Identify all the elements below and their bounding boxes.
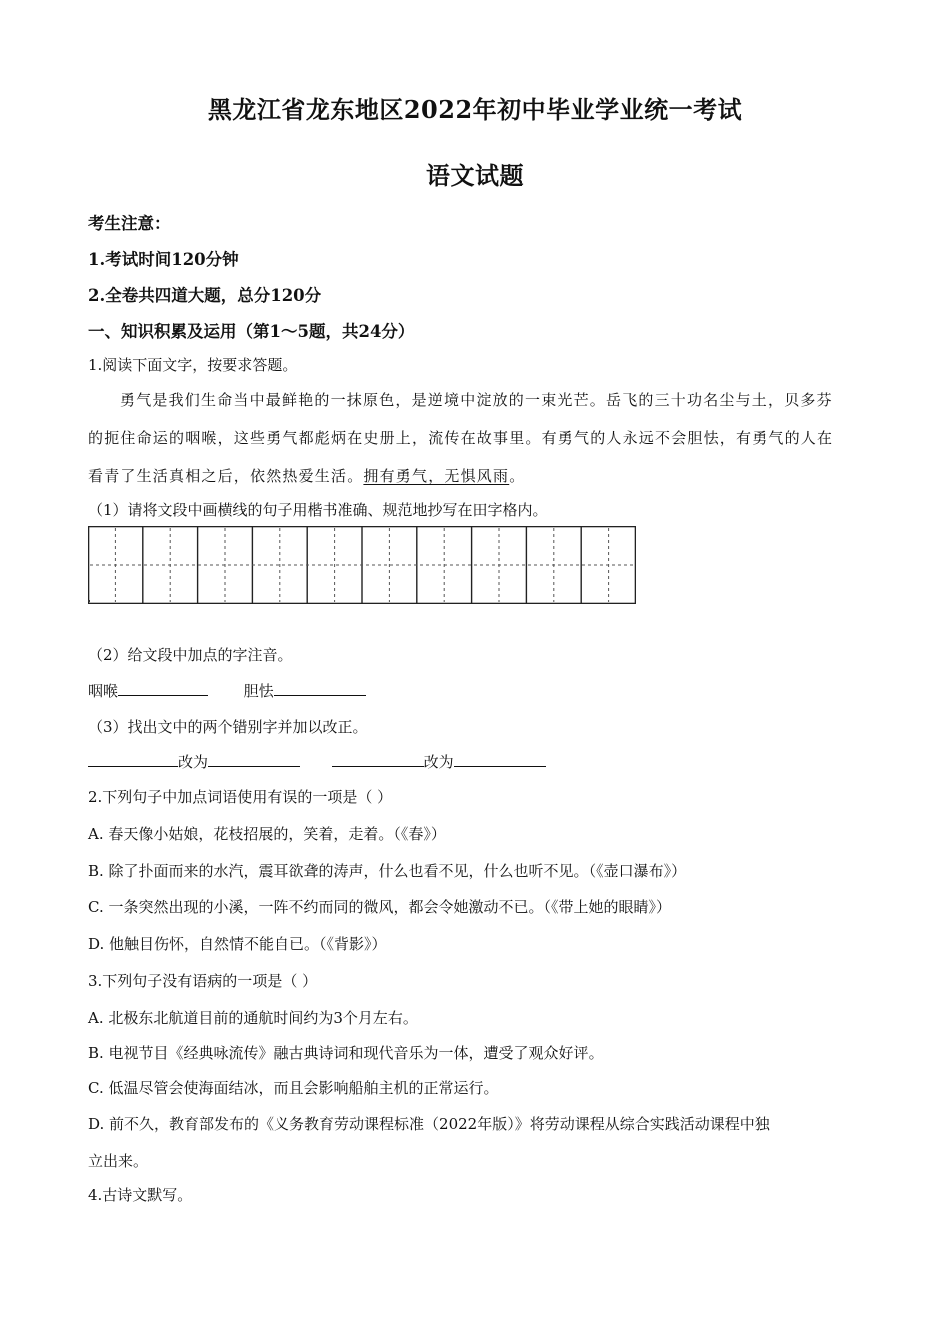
- q3-option-c[interactable]: C. 低温尽管会使海面结冰，而且会影响船舶主机的正常运行。: [88, 1079, 499, 1097]
- q1-passage-line2: 的扼住命运的咽喉，这些勇气都彪炳在史册上，流传在故事里。有勇气的人永远不会胆怯，有勇气的人在: [88, 429, 834, 447]
- q2-stem: 2.下列句子中加点词语使用有误的一项是（ ）: [88, 788, 393, 806]
- yanhou-answer-blank[interactable]: [118, 681, 208, 696]
- q1-sub2: （2）给文段中加点的字注音。: [88, 646, 293, 664]
- q2-option-a[interactable]: A. 春天像小姑娘，花枝招展的，笑着，走着。（《春》）: [88, 825, 446, 843]
- q3-option-d[interactable]: D. 前不久，教育部发布的《义务教育劳动课程标准（2022年版）》将劳动课程从综合实践活动课程中独: [88, 1115, 770, 1133]
- q1-pinyin-row: [88, 680, 366, 701]
- q4-stem: 4.古诗文默写。: [88, 1186, 193, 1204]
- change-label-2: 改为: [423, 753, 454, 771]
- q1-passage-line3: [88, 465, 525, 486]
- correct-char-blank-1[interactable]: [208, 752, 300, 767]
- notice-item-time: 1.考试时间120分钟: [88, 250, 239, 269]
- q2-option-b[interactable]: B. 除了扑面而来的水汽，震耳欲聋的涛声，什么也看不见，什么也听不见。（《壶口瀑布》）: [88, 862, 687, 880]
- danqie-answer-blank[interactable]: [274, 681, 366, 696]
- word-yanhou: 咽喉: [88, 682, 119, 700]
- exam-subtitle: 语文试题: [426, 161, 524, 190]
- q1-sub1: （1）请将文段中画横线的句子用楷书准确、规范地抄写在田字格内。: [88, 501, 548, 519]
- q3-option-b[interactable]: B. 电视节目《经典咏流传》融古典诗词和现代音乐为一体，遭受了观众好评。: [88, 1044, 604, 1062]
- q3-option-d-cont: 立出来。: [88, 1152, 149, 1170]
- q1-stem: 1.阅读下面文字，按要求答题。: [88, 356, 298, 374]
- change-label-1: 改为: [178, 753, 209, 771]
- q1-passage-line1: 勇气是我们生命当中最鲜艳的一抹原色，是逆境中淀放的一束光芒。岳飞的三十功名尘与土，贝多芬: [120, 391, 833, 409]
- q1-passage-text: 看青了生活真相之后，依然热爱生活。: [88, 467, 364, 485]
- q2-option-c[interactable]: C. 一条突然出现的小溪，一阵不约而同的微风，都会令她激动不已。（《带上她的眼睛》）: [88, 898, 671, 916]
- q1-underlined-sentence: 拥有勇气，无惧风雨: [363, 467, 510, 485]
- grid-mark: [88, 600, 90, 602]
- tianzige-grid: [88, 526, 636, 604]
- q1-period: 。: [509, 467, 526, 485]
- notice-item-score: 2.全卷共四道大题，总分120分: [88, 286, 322, 305]
- q1-sub3: （3）找出文中的两个错别字并加以改正。: [88, 718, 368, 736]
- word-danqie: 胆怯: [243, 682, 274, 700]
- q3-stem: 3.下列句子没有语病的一项是（ ）: [88, 972, 318, 990]
- notice-heading: 考生注意：: [88, 214, 171, 233]
- q2-option-d[interactable]: D. 他触目伤怀，自然情不能自已。（《背影》）: [88, 935, 387, 953]
- q1-correction-row: [88, 751, 546, 772]
- correct-char-blank-2[interactable]: [454, 752, 546, 767]
- wrong-char-blank-2[interactable]: [332, 752, 424, 767]
- exam-title: 黑龙江省龙东地区2022年初中毕业学业统一考试: [207, 95, 743, 124]
- section-heading: 一、知识积累及运用（第1～5题，共24分）: [88, 322, 415, 341]
- q3-option-a[interactable]: A. 北极东北航道目前的通航时间约为3个月左右。: [88, 1009, 418, 1027]
- wrong-char-blank-1[interactable]: [88, 752, 178, 767]
